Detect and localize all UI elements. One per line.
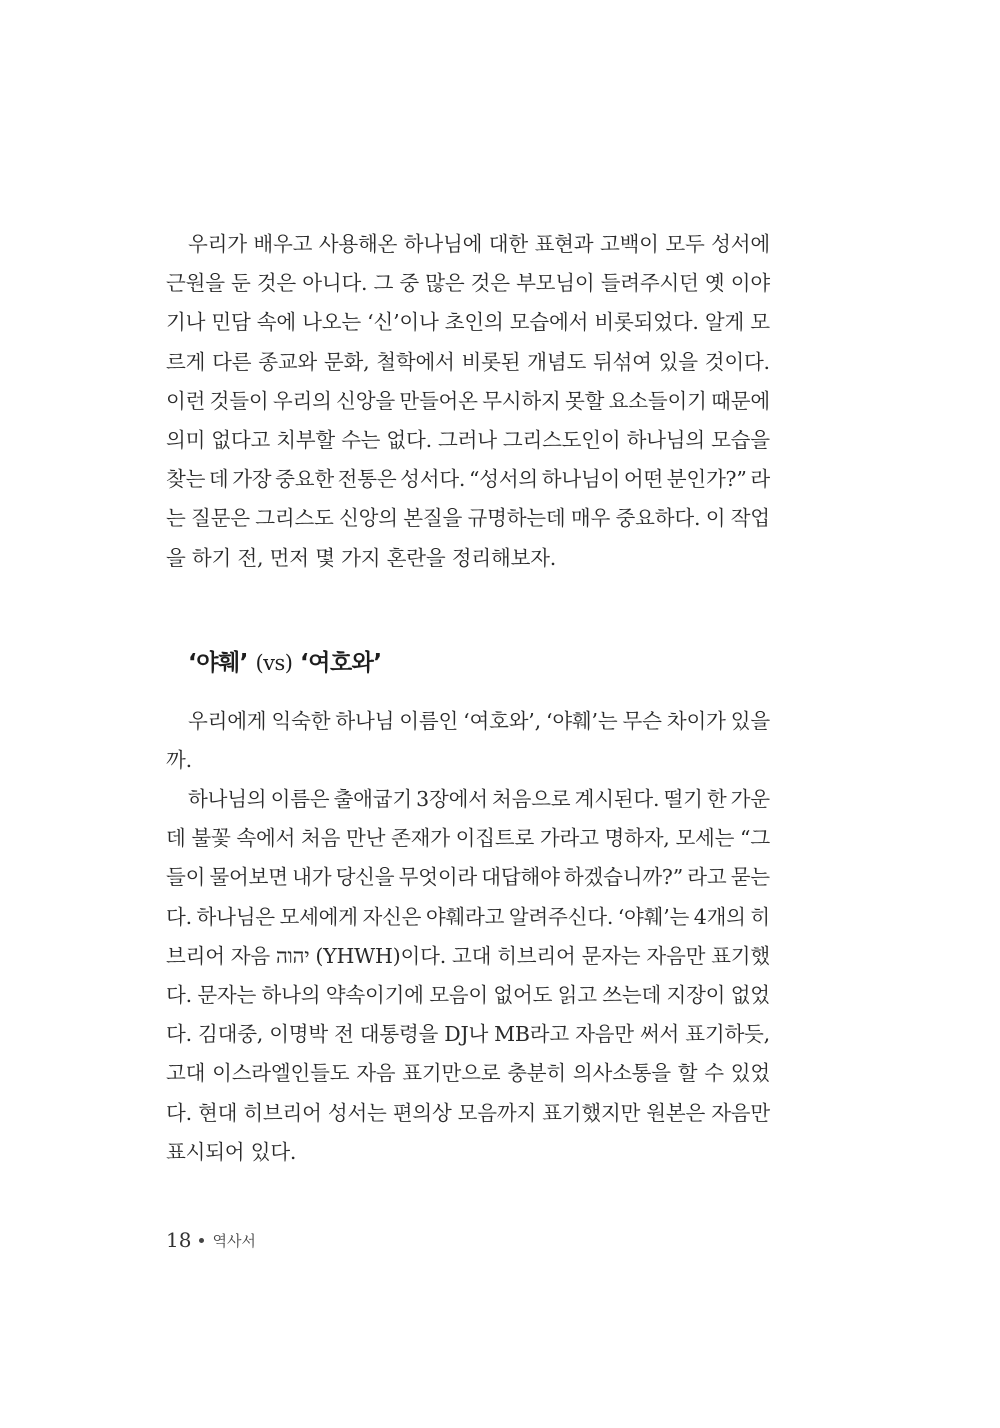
heading-yahweh: ‘야훼’ [188,650,248,676]
page-footer [166,1228,256,1252]
text-line: 데 불꽃 속에서 처음 만난 존재가 이집트로 가라고 명하자, 모세는 “그 [166,826,770,851]
text-line: 다. 하나님은 모세에게 자신은 야훼라고 알려주신다. ‘야훼’는 4개의 히 [166,904,770,929]
bullet-separator-icon [199,1238,204,1243]
heading-jehovah: ‘여호와’ [299,650,382,676]
text-line: 들이 물어보면 내가 당신을 무엇이라 대답해야 하겠습니까?” 라고 묻는 [166,865,770,890]
text-line: 고대 이스라엘인들도 자음 표기만으로 충분히 의사소통을 할 수 있었 [166,1061,770,1086]
text-line: 다. 현대 히브리어 성서는 편의상 모음까지 표기했지만 원본은 자음만 [166,1100,770,1125]
section1-paragraph [166,702,770,780]
text-line: 표시되어 있다. [166,1139,297,1164]
text-line: 우리가 배우고 사용해온 하나님에 대한 표현과 고백이 모두 성서에 [188,232,770,256]
text-line: 우리에게 익숙한 하나님 이름인 ‘여호와’, ‘야훼’는 무슨 차이가 있을 [188,709,770,733]
text-line: 찾는 데 가장 중요한 전통은 성서다. “성서의 하나님이 어떤 분인가?” 라 [166,467,770,492]
text-line: 까. [166,748,192,773]
heading-vs: (vs) [255,651,293,675]
text-line: 르게 다른 종교와 문화, 철학에서 비롯된 개념도 뒤섞여 있을 것이다. [166,349,770,374]
text-line: 다. 김대중, 이명박 전 대통령을 DJ나 MB라고 자음만 써서 표기하듯, [166,1022,770,1047]
text-line: 의미 없다고 치부할 수는 없다. 그러나 그리스도인이 하나님의 모습을 [166,427,770,452]
book-title: 역사서 [212,1231,256,1250]
intro-paragraph [166,225,770,578]
page-number: 18 [166,1228,192,1252]
text-line: 을 하기 전, 먼저 몇 가지 혼란을 정리해보자. [166,545,557,570]
text-line: 브리어 자음 יהוה (YHWH)이다. 고대 히브리어 문자는 자음만 표기했 [166,943,770,968]
text-line: 근원을 둔 것은 아니다. 그 중 많은 것은 부모님이 들려주시던 옛 이야 [166,271,770,296]
text-line: 하나님의 이름은 출애굽기 3장에서 처음으로 계시된다. 떨기 한 가운 [188,787,770,811]
text-line: 이런 것들이 우리의 신앙을 만들어온 무시하지 못할 요소들이기 때문에 [166,388,770,413]
text-line: 기나 민담 속에 나오는 ‘신’이나 초인의 모습에서 비롯되었다. 알게 모 [166,310,770,335]
section2-paragraph [166,780,770,1172]
section-heading [188,644,382,677]
text-line: 다. 문자는 하나의 약속이기에 모음이 없어도 읽고 쓰는데 지장이 없었 [166,982,770,1007]
text-line: 는 질문은 그리스도 신앙의 본질을 규명하는데 매우 중요하다. 이 작업 [166,506,770,531]
